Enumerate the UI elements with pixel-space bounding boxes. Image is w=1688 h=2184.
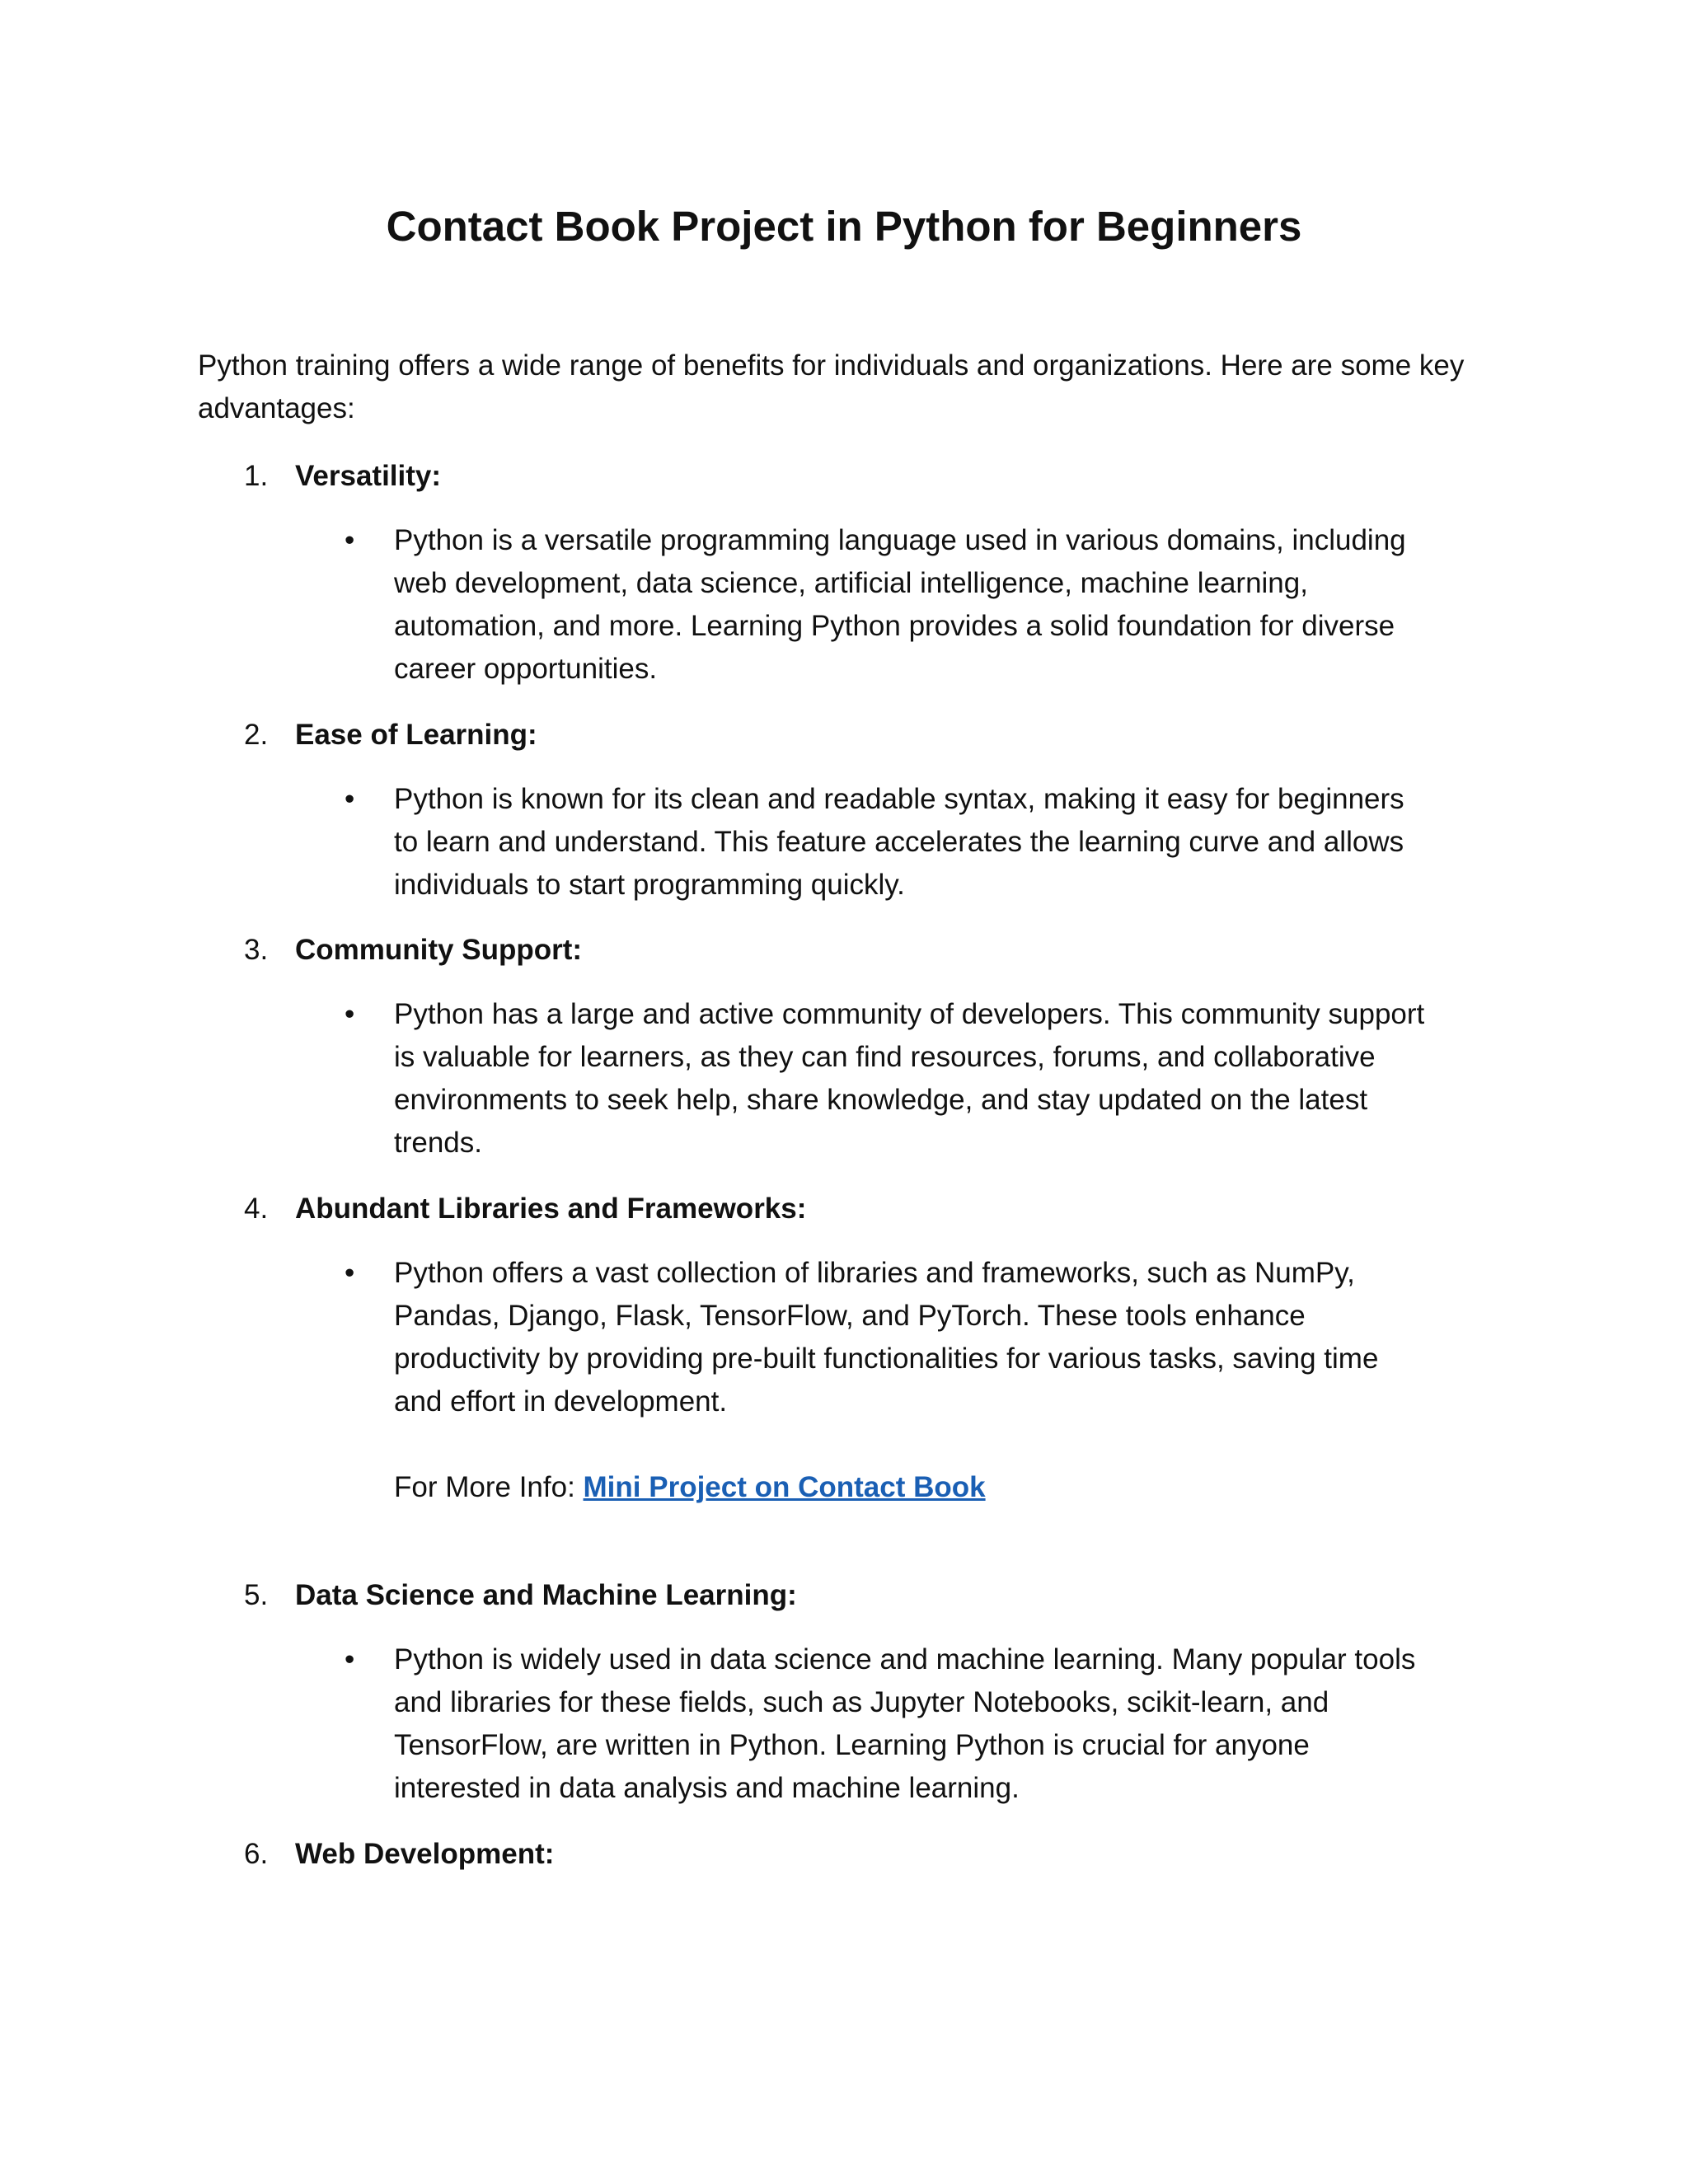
paragraph-line: TensorFlow, are written in Python. Learning Python is crucial for anyone xyxy=(394,1729,1310,1761)
bullet-icon: • xyxy=(345,783,355,815)
bullet-paragraph-libraries-frameworks xyxy=(345,1252,1378,1423)
list-item-heading-versatility xyxy=(244,455,441,498)
list-heading-label: Ease of Learning: xyxy=(295,719,537,751)
paragraph-line: web development, data science, artificial intelligence, machine learning, xyxy=(394,567,1308,599)
contact-book-project-link[interactable]: Mini Project on Contact Book xyxy=(583,1471,986,1503)
bullet-icon: • xyxy=(345,524,355,556)
paragraph-line: automation, and more. Learning Python provides a solid foundation for diverse xyxy=(394,610,1395,642)
list-heading-label: Versatility: xyxy=(295,460,442,492)
bullet-paragraph-data-science xyxy=(345,1638,1415,1810)
paragraph-line: and libraries for these fields, such as Jupyter Notebooks, scikit-learn, and xyxy=(394,1686,1329,1718)
list-number: 2. xyxy=(244,719,269,751)
list-item-heading-ease-of-learning xyxy=(244,714,537,757)
paragraph-line: and effort in development. xyxy=(394,1385,728,1418)
paragraph-line: interested in data analysis and machine learning. xyxy=(394,1772,1020,1804)
bullet-paragraph-versatility xyxy=(345,519,1406,691)
bullet-icon: • xyxy=(345,1643,355,1675)
paragraph-line: Python has a large and active community of developers. This community support xyxy=(394,998,1425,1030)
list-number: 5. xyxy=(244,1579,269,1611)
paragraph-line: to learn and understand. This feature accelerates the learning curve and allows xyxy=(394,826,1404,858)
paragraph-line: productivity by providing pre-built functionalities for various tasks, saving time xyxy=(394,1343,1379,1375)
list-item-heading-libraries-frameworks xyxy=(244,1188,806,1230)
bullet-paragraph-community-support xyxy=(345,993,1424,1165)
paragraph-line: Python offers a vast collection of libraries and frameworks, such as NumPy, xyxy=(394,1257,1355,1289)
paragraph-line: trends. xyxy=(394,1127,482,1159)
paragraph-line: is valuable for learners, as they can find resources, forums, and collaborative xyxy=(394,1041,1376,1073)
list-heading-label: Abundant Libraries and Frameworks: xyxy=(295,1193,807,1225)
paragraph-line: Pandas, Django, Flask, TensorFlow, and PyTorch. These tools enhance xyxy=(394,1300,1306,1332)
list-item-heading-data-science xyxy=(244,1574,797,1617)
list-number: 1. xyxy=(244,460,269,492)
bullet-icon: • xyxy=(345,1257,355,1289)
more-info-line xyxy=(394,1466,986,1509)
paragraph-line: Python is a versatile programming language used in various domains, including xyxy=(394,524,1406,556)
paragraph-line: individuals to start programming quickly. xyxy=(394,869,905,901)
list-heading-label: Data Science and Machine Learning: xyxy=(295,1579,797,1611)
bullet-paragraph-ease-of-learning xyxy=(345,778,1404,907)
list-heading-label: Web Development: xyxy=(295,1838,555,1870)
paragraph-line: Python is known for its clean and readable syntax, making it easy for beginners xyxy=(394,783,1404,815)
more-info-prefix: For More Info: xyxy=(394,1471,584,1503)
list-number: 3. xyxy=(244,934,269,966)
intro-paragraph: Python training offers a wide range of benefits for individuals and organizations. Here are some key advantages: xyxy=(198,349,1465,424)
list-number: 4. xyxy=(244,1193,269,1225)
paragraph-line: career opportunities. xyxy=(394,653,658,685)
list-item-heading-web-development xyxy=(244,1833,554,1876)
list-item-heading-community-support xyxy=(244,929,582,972)
paragraph-line: environments to seek help, share knowledge, and stay updated on the latest xyxy=(394,1084,1368,1116)
document-title: Contact Book Project in Python for Beginners xyxy=(386,203,1302,250)
list-number: 6. xyxy=(244,1838,269,1870)
bullet-icon: • xyxy=(345,998,355,1030)
list-heading-label: Community Support: xyxy=(295,934,583,966)
paragraph-line: Python is widely used in data science and machine learning. Many popular tools xyxy=(394,1643,1416,1675)
